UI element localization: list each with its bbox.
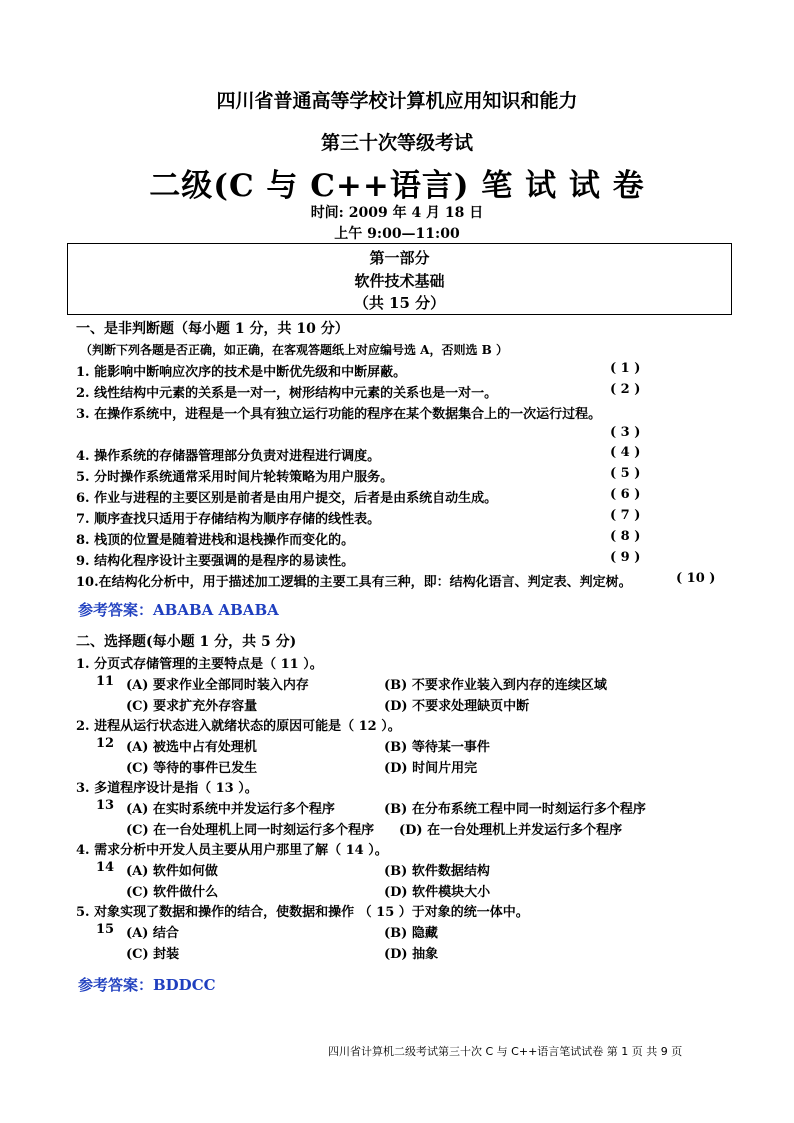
option-b: (B) 软件数据结构 [384,864,490,879]
section1-heading: 一、是非判断题（每小题 1 分，共 10 分） [76,321,349,337]
option-a: (A) 在实时系统中并发运行多个程序 [126,802,335,817]
option-c: (C) 封装 [126,947,180,962]
list-item: 5. 分时操作系统通常采用时间片轮转策略为用户服务。 [76,470,394,485]
part-subject: 软件技术基础 [354,272,445,290]
exam-title: 二级(C 与 C++语言) 笔 试 试 卷 [149,168,645,204]
option-a: (A) 要求作业全部同时装入内存 [126,678,309,693]
section2-answer: 参考答案：BDDCC [78,976,216,994]
answer-slot: ( 9 ) [610,550,641,565]
question-stem: 1. 分页式存储管理的主要特点是（ 11 ）。 [76,657,323,672]
option-d: (D) 抽象 [384,947,439,962]
option-d: (D) 不要求处理缺页中断 [384,699,530,714]
list-item: 8. 栈顶的位置是随着进栈和退栈操作而变化的。 [76,533,355,548]
answer-slot: ( 4 ) [610,445,641,460]
answer-slot: ( 7 ) [610,508,641,523]
answer-slot: ( 6 ) [610,487,641,502]
option-c: (C) 在一台处理机上同一时刻运行多个程序 [126,823,375,838]
answer-slot: ( 5 ) [610,466,641,481]
answer-slot: ( 10 ) [676,571,716,586]
question-stem: 2. 进程从运行状态进入就绪状态的原因可能是（ 12 ）。 [76,719,401,734]
answer-slot: ( 8 ) [610,529,641,544]
part-one-box [67,243,732,315]
section1-answer: 参考答案：ABABA ABABA [78,601,279,619]
question-number: 12 [96,736,115,751]
list-item: 4. 操作系统的存储器管理部分负责对进程进行调度。 [76,449,381,464]
question-stem: 4. 需求分析中开发人员主要从用户那里了解（ 14 ）。 [76,843,388,858]
page-footer: 四川省计算机二级考试第三十次 C 与 C++语言笔试试卷 第 1 页 共 9 页 [328,1045,683,1058]
question-number: 11 [96,674,115,689]
list-item: 7. 顺序查找只适用于存储结构为顺序存储的线性表。 [76,512,381,527]
option-c: (C) 要求扩充外存容量 [126,699,258,714]
question-number: 14 [96,860,115,875]
list-item: 1. 能影响中断响应次序的技术是中断优先级和中断屏蔽。 [76,365,407,380]
exam-time: 上午 9:00—11:00 [334,226,460,242]
option-b: (B) 隐藏 [384,926,438,941]
question-number: 13 [96,798,115,813]
option-b: (B) 在分布系统工程中同一时刻运行多个程序 [384,802,646,817]
option-c: (C) 软件做什么 [126,885,219,900]
option-c: (C) 等待的事件已发生 [126,761,258,776]
option-b: (B) 等待某一事件 [384,740,490,755]
option-d: (D) 软件模块大小 [384,885,491,900]
option-a: (A) 软件如何做 [126,864,218,879]
answer-slot: ( 2 ) [610,382,641,397]
list-item: 9. 结构化程序设计主要强调的是程序的易读性。 [76,554,355,569]
exam-date: 时间: 2009 年 4 月 18 日 [310,205,484,221]
answer-slot: ( 3 ) [610,425,641,440]
exam-session: 第三十次等级考试 [320,132,473,154]
exam-organization: 四川省普通高等学校计算机应用知识和能力 [216,90,578,112]
option-d: (D) 在一台处理机上并发运行多个程序 [399,823,623,838]
list-item: 10.在结构化分析中，用于描述加工逻辑的主要工具有三种，即：结构化语言、判定表、判定树。 [76,575,632,590]
part-label: 第一部分 [369,249,430,267]
option-d: (D) 时间片用完 [384,761,478,776]
question-stem: 5. 对象实现了数据和操作的结合，使数据和操作 （ 15 ）于对象的统一体中。 [76,905,529,920]
part-score: （共 15 分） [353,294,446,312]
list-item: 3. 在操作系统中，进程是一个具有独立运行功能的程序在某个数据集合上的一次运行过程。 [76,407,602,422]
option-a: (A) 结合 [126,926,179,941]
list-item: 6. 作业与进程的主要区别是前者是由用户提交，后者是由系统自动生成。 [76,491,498,506]
question-stem: 3. 多道程序设计是指（ 13 ）。 [76,781,258,796]
section2-heading: 二、选择题(每小题 1 分，共 5 分) [76,634,297,650]
section1-instruction: （判断下列各题是否正确，如正确，在客观答题纸上对应编号选 A，否则选 B ） [80,343,508,357]
option-a: (A) 被选中占有处理机 [126,740,257,755]
question-number: 15 [96,922,115,937]
list-item: 2. 线性结构中元素的关系是一对一，树形结构中元素的关系也是一对一。 [76,386,498,401]
answer-slot: ( 1 ) [610,361,641,376]
option-b: (B) 不要求作业装入到内存的连续区域 [384,678,607,693]
